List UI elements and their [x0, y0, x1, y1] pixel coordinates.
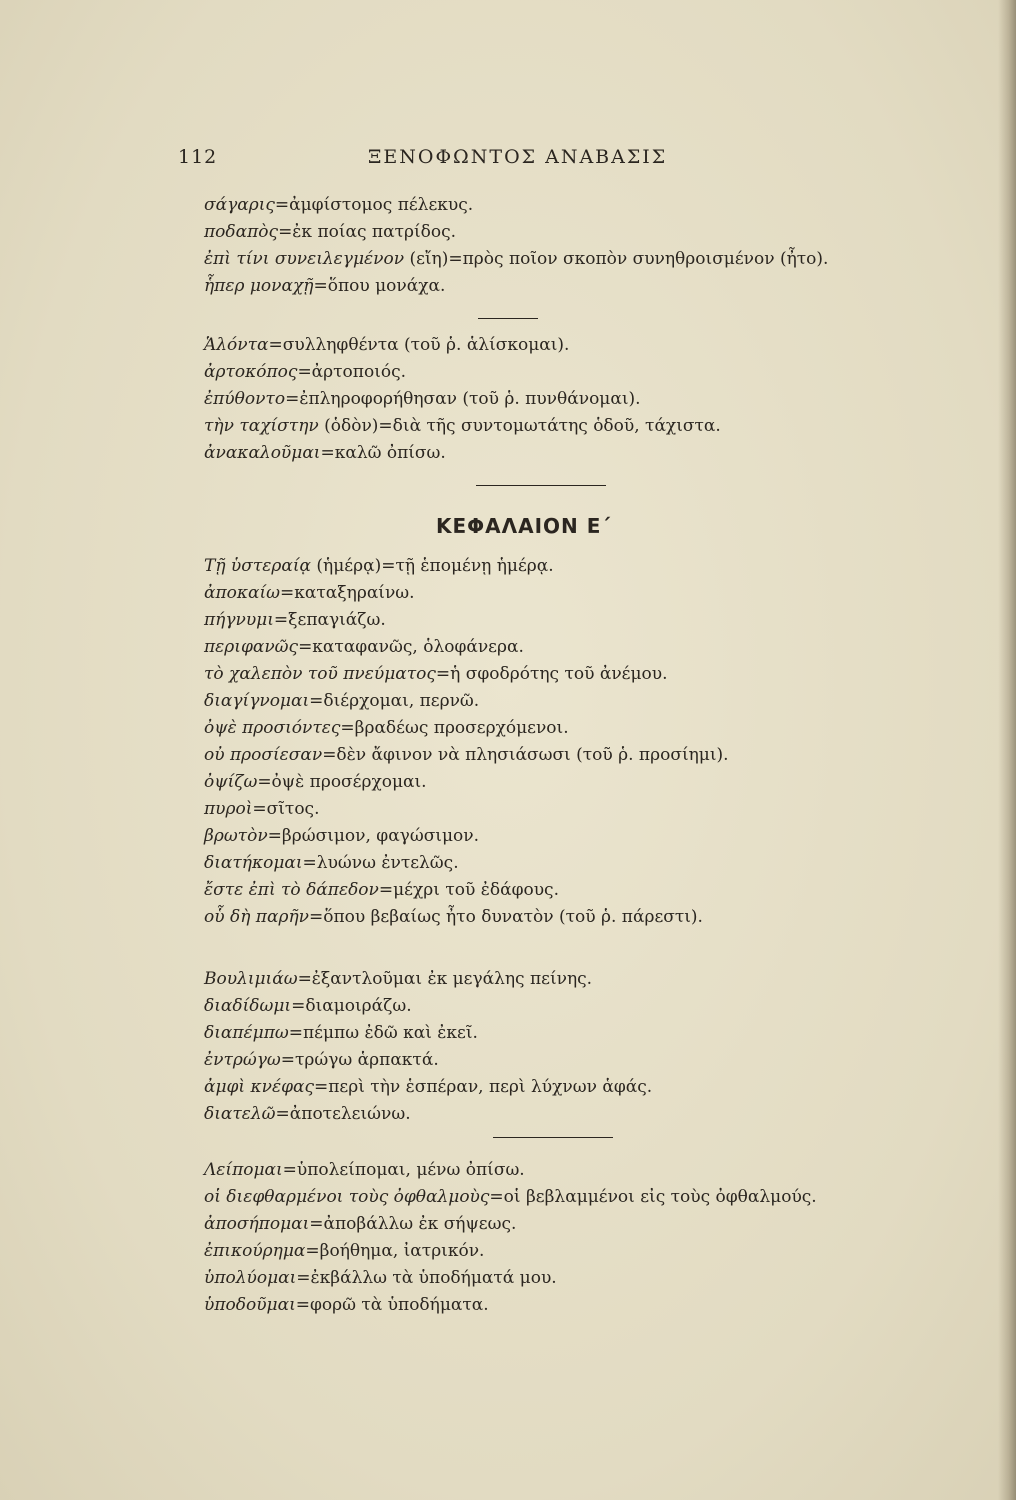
gloss-term: ἐντρώγω [204, 1050, 281, 1070]
gloss-line [204, 553, 924, 580]
gloss-definition: =ξεπαγιάζω. [273, 610, 386, 630]
gloss-definition: (εἴη)=πρὸς ποῖον σκοπὸν συνηθροισμένον (ἦτο). [404, 249, 829, 269]
gloss-definition: =βραδέως προσερχόμενοι. [340, 718, 569, 738]
gloss-line [204, 246, 924, 273]
gloss-term: ἀρτοκόπος [204, 362, 298, 382]
gloss-term: οἱ διεφθαρμένοι τοὺς ὀφθαλμοὺς [204, 1187, 490, 1207]
gloss-term: βρωτὸν [204, 826, 268, 846]
gloss-line [204, 440, 924, 467]
gloss-term: ἐπὶ τίνι συνειλεγμένον [204, 249, 405, 269]
gloss-line [204, 966, 924, 993]
gloss-line [204, 661, 924, 688]
glossary-block-2 [204, 332, 924, 467]
running-header [178, 146, 698, 172]
gloss-line [204, 413, 924, 440]
gloss-line [204, 1020, 924, 1047]
gloss-definition: =πέμπω ἐδῶ καὶ ἐκεῖ. [288, 1023, 478, 1043]
gloss-line [204, 386, 924, 413]
gloss-definition: =περὶ τὴν ἑσπέραν, περὶ λύχνων ἁφάς. [314, 1077, 653, 1097]
gloss-definition: =ἀρτοποιός. [297, 362, 407, 382]
gloss-definition: =ὑπολείπομαι, μένω ὀπίσω. [282, 1160, 525, 1180]
gloss-term: ἐπικούρημα [204, 1241, 306, 1261]
gloss-definition: =ἐπληροφορήθησαν (τοῦ ῥ. πυνθάνομαι). [285, 389, 641, 409]
gloss-line [204, 993, 924, 1020]
gloss-line [204, 1292, 924, 1319]
gloss-line [204, 904, 924, 931]
gloss-term: περιφανῶς [204, 637, 299, 657]
gloss-definition: =σῖτος. [252, 799, 320, 819]
gloss-definition: =ἀμφίστομος πέλεκυς. [274, 195, 474, 215]
gloss-term: διαγίγνομαι [204, 691, 310, 711]
gloss-term: ἀποσήπομαι [204, 1214, 310, 1234]
gloss-term: ποδαπὸς [204, 222, 279, 242]
gloss-term: διαπέμπω [204, 1023, 289, 1043]
gloss-line [204, 769, 924, 796]
gloss-definition: =διαμοιράζω. [291, 996, 412, 1016]
gloss-line [204, 1211, 924, 1238]
page-spine-shadow [998, 0, 1016, 1500]
gloss-definition: =διέρχομαι, περνῶ. [309, 691, 480, 711]
gloss-definition: =φορῶ τὰ ὑποδήματα. [295, 1295, 489, 1315]
gloss-definition: =ἀποβάλλω ἐκ σήψεως. [309, 1214, 517, 1234]
gloss-definition: =ἐξαντλοῦμαι ἐκ μεγάλης πείνης. [297, 969, 593, 989]
gloss-definition: (ἡμέρᾳ)=τῇ ἑπομένῃ ἡμέρᾳ. [311, 556, 554, 576]
gloss-definition: =μέχρι τοῦ ἐδάφους. [378, 880, 559, 900]
gloss-term: ἀμφὶ κνέφας [204, 1077, 315, 1097]
gloss-term: ἀποκαίω [204, 583, 281, 603]
section-divider [478, 318, 538, 319]
gloss-term: τὴν ταχίστην [204, 416, 319, 436]
gloss-term: σάγαρις [204, 195, 275, 215]
glossary-block-1 [204, 192, 924, 300]
gloss-definition: =ἐκ ποίας πατρίδος. [278, 222, 457, 242]
gloss-line [204, 1047, 924, 1074]
gloss-term: ὑποδοῦμαι [204, 1295, 296, 1315]
gloss-definition: =ὅπου μονάχα. [313, 276, 446, 296]
gloss-line [204, 715, 924, 742]
gloss-term: οὐ προσίεσαν [204, 745, 323, 765]
glossary-block-4 [204, 966, 924, 1128]
gloss-definition: =λυώνω ἐντελῶς. [302, 853, 459, 873]
gloss-definition: =ἡ σφοδρότης τοῦ ἀνέμου. [435, 664, 668, 684]
gloss-line [204, 1101, 924, 1128]
gloss-term: ὀψίζω [204, 772, 258, 792]
glossary-block-3 [204, 553, 924, 931]
gloss-term: ἔστε ἐπὶ τὸ δάπεδον [204, 880, 379, 900]
gloss-line [204, 219, 924, 246]
gloss-term: ἧπερ μοναχῇ [204, 276, 314, 296]
gloss-term: πήγνυμι [204, 610, 274, 630]
gloss-line [204, 332, 924, 359]
gloss-line [204, 192, 924, 219]
gloss-term: πυροὶ [204, 799, 253, 819]
gloss-definition: (ὁδὸν)=διὰ τῆς συντομωτάτης ὁδοῦ, τάχιστα. [318, 416, 721, 436]
gloss-term: ἀνακαλοῦμαι [204, 443, 321, 463]
gloss-line [204, 688, 924, 715]
gloss-term: ἐπύθοντο [204, 389, 286, 409]
gloss-definition: =καταξηραίνω. [280, 583, 415, 603]
gloss-term: ὀψὲ προσιόντες [204, 718, 341, 738]
gloss-definition: =ἐκβάλλω τὰ ὑποδήματά μου. [296, 1268, 557, 1288]
gloss-definition: =ἀποτελειώνω. [275, 1104, 411, 1124]
gloss-line [204, 877, 924, 904]
gloss-term: Λείπομαι [204, 1160, 283, 1180]
gloss-definition: =βοήθημα, ἰατρικόν. [305, 1241, 485, 1261]
gloss-line [204, 580, 924, 607]
gloss-line [204, 273, 924, 300]
gloss-line [204, 1184, 924, 1211]
glossary-block-5 [204, 1157, 924, 1319]
gloss-line [204, 634, 924, 661]
gloss-term: Βουλιμιάω [204, 969, 298, 989]
gloss-term: τὸ χαλεπὸν τοῦ πνεύματος [204, 664, 436, 684]
gloss-line [204, 607, 924, 634]
gloss-definition: =συλληφθέντα (τοῦ ῥ. ἁλίσκομαι). [268, 335, 570, 355]
gloss-line [204, 1074, 924, 1101]
page-number: 112 [178, 146, 218, 168]
section-divider [493, 1137, 613, 1138]
gloss-term: διατελῶ [204, 1104, 276, 1124]
gloss-line [204, 796, 924, 823]
gloss-line [204, 1157, 924, 1184]
gloss-definition: =οἱ βεβλαμμένοι εἰς τοὺς ὀφθαλμούς. [489, 1187, 817, 1207]
gloss-term: Τῇ ὑστεραίᾳ [204, 556, 312, 576]
gloss-definition: =καλῶ ὀπίσω. [320, 443, 446, 463]
running-title: ΞΕΝΟΦΩΝΤΟΣ ΑΝΑΒΑΣΙΣ [368, 146, 668, 168]
gloss-line [204, 1238, 924, 1265]
gloss-definition: =καταφανῶς, ὁλοφάνερα. [298, 637, 524, 657]
gloss-term: διατήκομαι [204, 853, 303, 873]
gloss-term: ὑπολύομαι [204, 1268, 297, 1288]
gloss-line [204, 359, 924, 386]
gloss-line [204, 742, 924, 769]
gloss-term: Ἁλόντα [204, 335, 269, 355]
gloss-definition: =βρώσιμον, φαγώσιμον. [267, 826, 479, 846]
chapter-divider [476, 485, 606, 486]
gloss-definition: =δὲν ἄφινον νὰ πλησιάσωσι (τοῦ ῥ. προσίημι). [322, 745, 729, 765]
gloss-term: διαδίδωμι [204, 996, 292, 1016]
gloss-definition: =τρώγω ἁρπακτά. [280, 1050, 439, 1070]
gloss-term: οὗ δὴ παρῆν [204, 907, 309, 927]
chapter-title: ΚΕΦΑΛΑΙΟΝ Ε΄ [436, 514, 612, 538]
gloss-definition: =ὀψὲ προσέρχομαι. [257, 772, 427, 792]
gloss-line [204, 823, 924, 850]
gloss-line [204, 1265, 924, 1292]
gloss-line [204, 850, 924, 877]
gloss-definition: =ὅπου βεβαίως ἦτο δυνατὸν (τοῦ ῥ. πάρεστι). [308, 907, 703, 927]
